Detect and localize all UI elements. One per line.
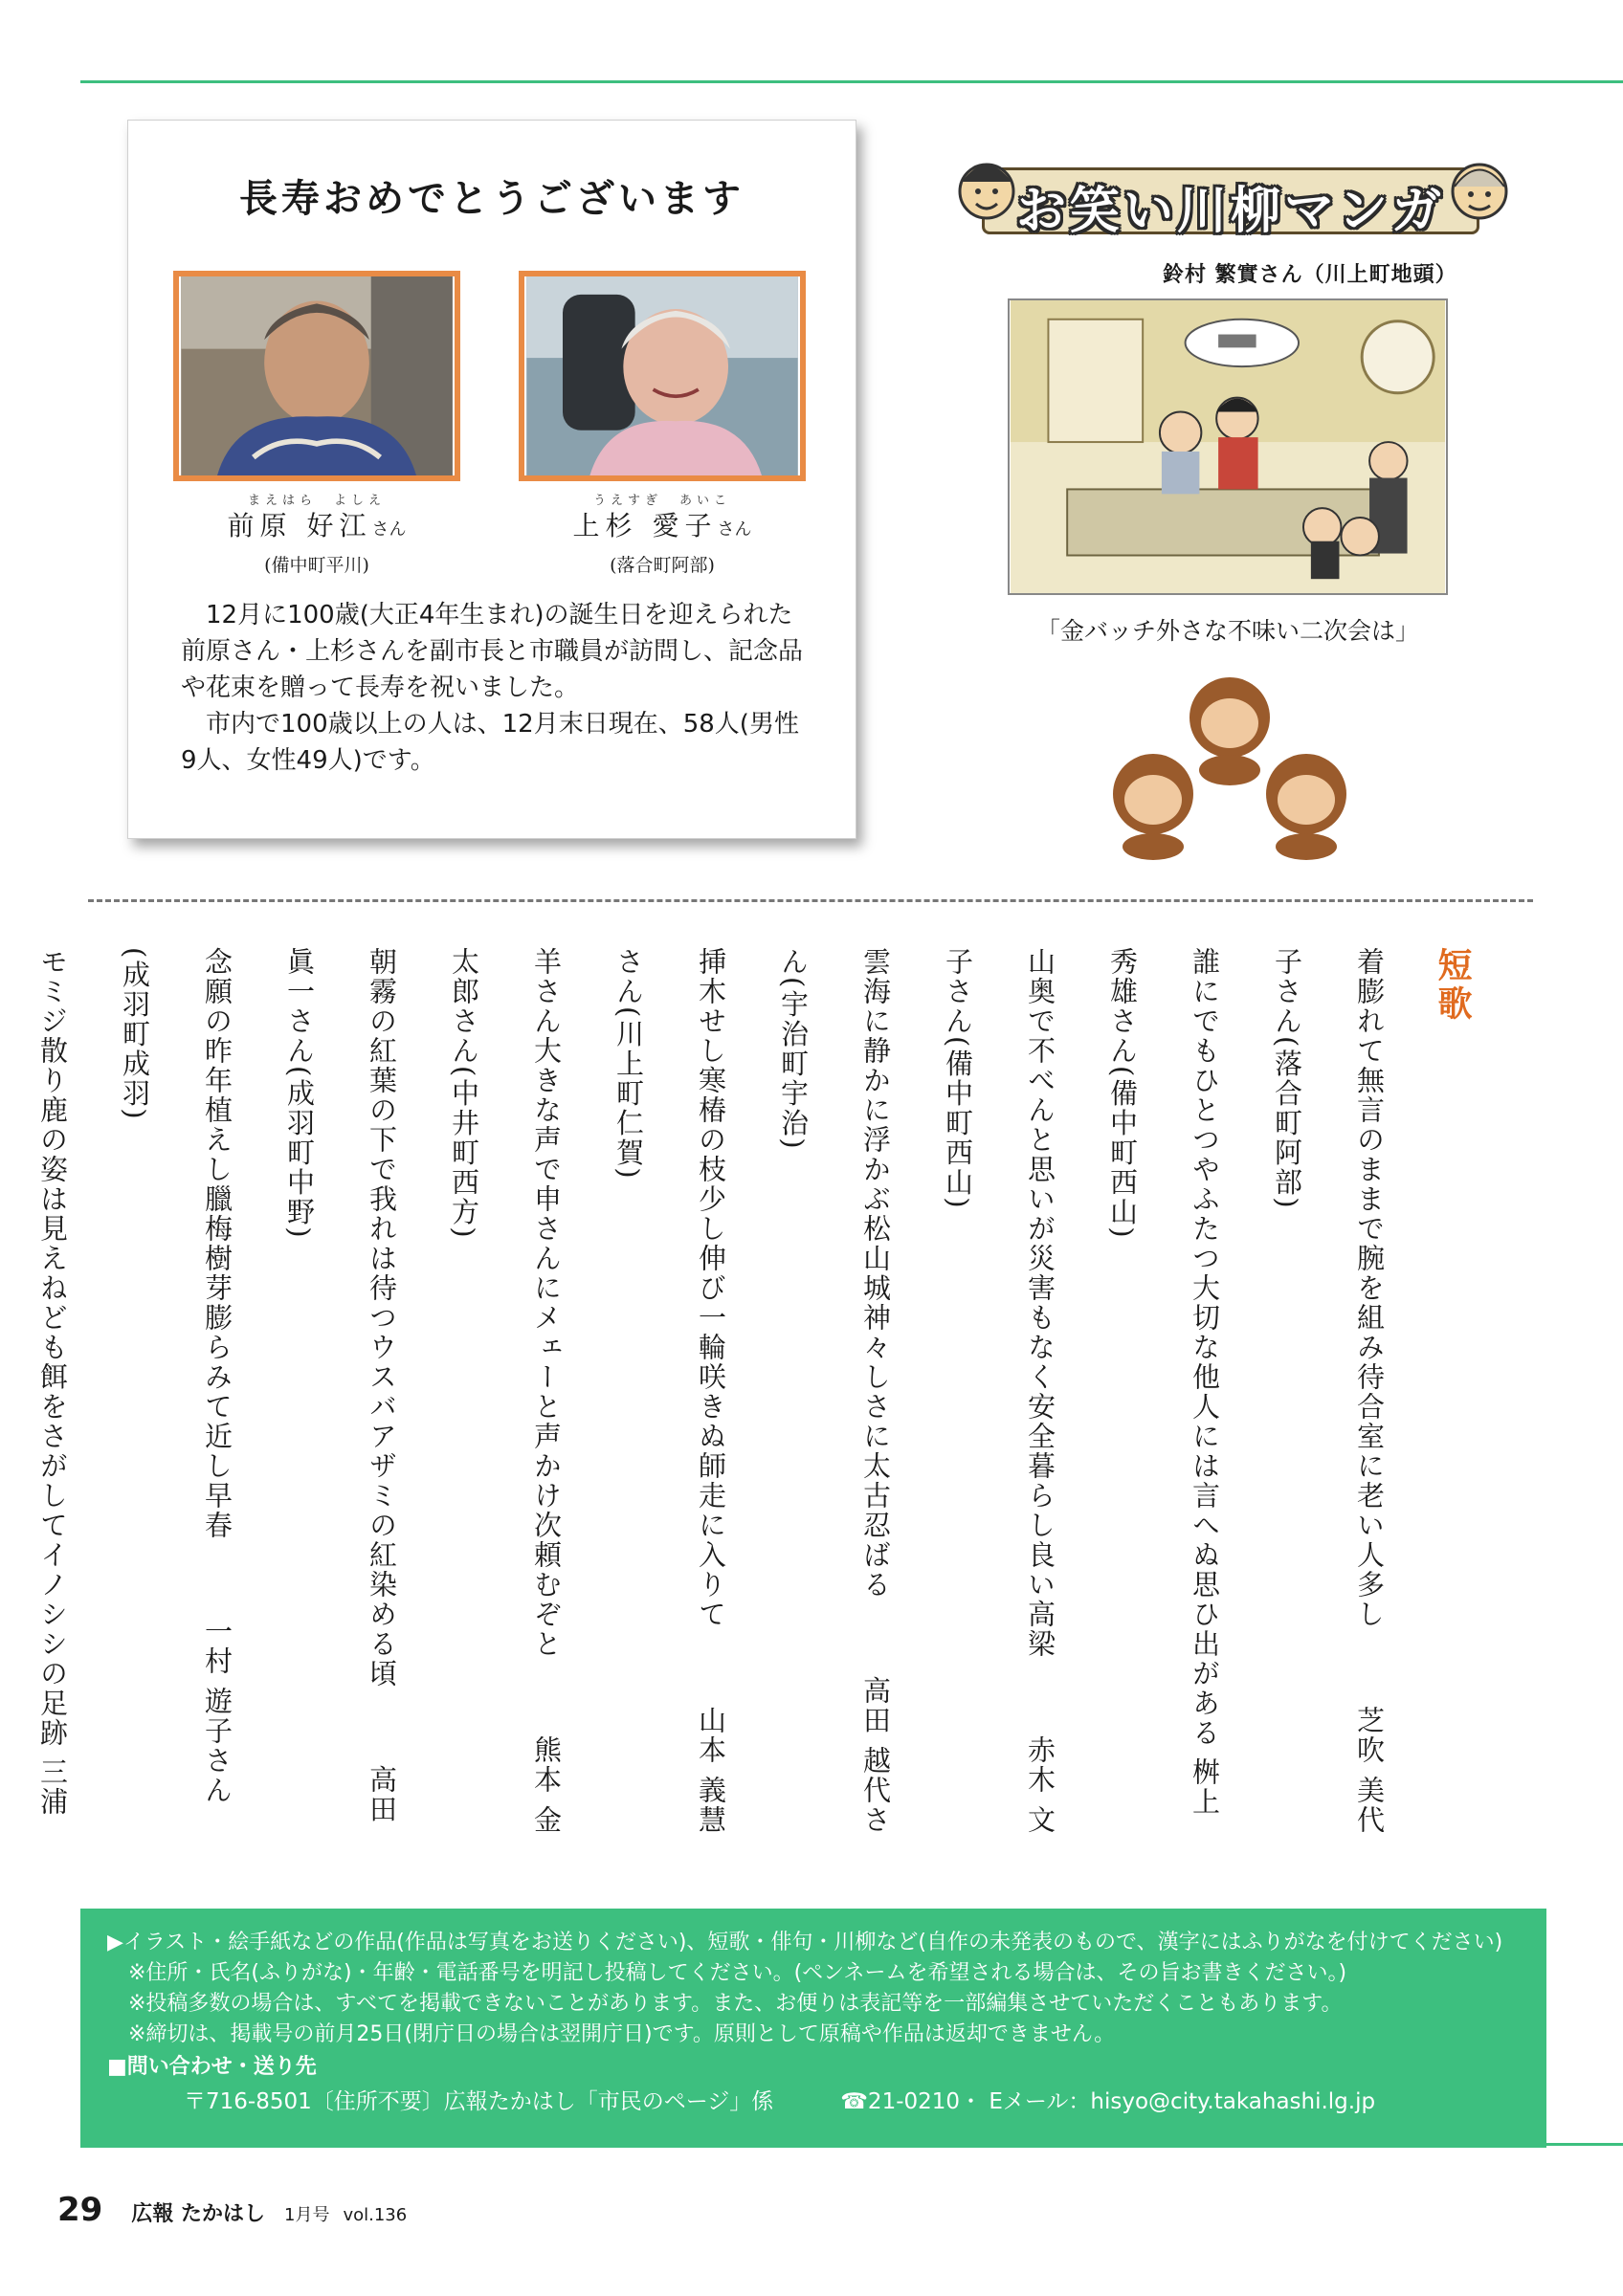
longevity-body [181,597,812,779]
banner-title: お笑い川柳マンガ [1015,183,1445,240]
poem-text: 着膨れて無言のままで腕を組み待合室に老い人多し [1353,947,1386,1629]
photo-uesugi [519,271,806,481]
poem-author: 赤木 文子さん(備中町西山) [942,947,1056,1836]
longevity-title: 長寿おめでとうございます [239,176,745,221]
longevity-paragraph-2: 市内で100歳以上の人は、12月末日現在、58人(男性9人、女性49人)です。 [181,710,799,775]
name-text: 上杉 愛子 [572,510,718,541]
honorific: さん [371,519,407,540]
manga-caption: 「金バッチ外さな不味い二次会は」 [1035,617,1419,645]
poem-text: 念願の昨年植えし臘梅樹芽膨らみて近し早春 [201,947,233,1540]
info-line-3: ※投稿多数の場合は、すべてを掲載できないことがあります。また、お便りは表記等を一部編集させていただくこともあります。 [128,1992,1343,2016]
info-line-2: ※住所・氏名(ふりがな)・年齢・電話番号を明記し投稿してください。(ペンネームを希望される場合は、その旨お書きください。) [128,1961,1347,1985]
poem-text: 羊さん大きな声で申さんにメェーと声かけ次頼むぞと [530,947,563,1659]
three-monkeys-illustration [1096,660,1364,861]
contact-phone-email[interactable]: ☎21-0210・ Eメール：hisyo@city.takahashi.lg.jp [840,2089,1376,2114]
poem-author: 三浦 [36,1757,69,1817]
name-ruby: まえはら よしえ [247,494,386,508]
tanka-poem [1246,947,1411,1846]
monkey-left [1113,754,1193,860]
longevity-paragraph-1: 12月に100歳(大正4年生まれ)の誕生日を迎えられた前原さん・上杉さんを副市長と市職員が訪問し、記念品や花束を贈って長寿を祝いました。 [181,601,804,702]
tanka-poem [752,947,917,1846]
page-number: 29 [57,2191,103,2229]
honorific: さん [717,519,752,540]
tanka-heading: 短歌 [1433,947,1472,1024]
poem-text: モミジ散り鹿の姿は見えねども餌をさがしてイノシシの足跡 [36,947,69,1748]
tanka-poem [917,947,1081,1846]
poem-text: 山奥で不べんと思いが災害もなく安全暮らし良い高梁 [1024,947,1056,1659]
poem-author: 芝吹 美代子さん(落合町阿部) [1271,947,1386,1836]
tanka-poem [588,947,752,1846]
person-name [173,505,460,543]
poem-text: 朝霧の紅葉の下で我れは待つウスバアザミの紅染める頃 [366,947,398,1689]
tanka-poem [94,947,258,1846]
manga-party-scene [1010,300,1446,593]
person-name [519,505,806,543]
name-text: 前原 好江 [227,510,372,541]
poem-author: 高田 眞一さん(成羽町中野) [283,947,398,1824]
poem-author: 熊本 金太郎さん(中井町西方) [448,947,563,1836]
poem-author: 山本 義慧さん(川上町仁賀) [612,947,727,1836]
person-maehara [173,490,460,577]
poem-author: 桝上 秀雄さん(備中町西山) [1106,947,1221,1817]
name-ruby: うえすぎ あいこ [592,494,731,508]
portrait-elderly-woman-2 [524,276,800,475]
tanka-poem [0,947,94,1846]
info-line-1: ▶イラスト・絵手紙などの作品(作品は写真をお送りください)、短歌・俳句・川柳など(自作の未発表のもので、漢字にはふりがなを付けてください) [107,1931,1503,1954]
top-rule [80,80,1623,83]
tanka-poem [1081,947,1246,1846]
section-divider [88,899,1533,902]
bottom-right-rule [1546,2143,1623,2146]
info-line-4: ※締切は、掲載号の前月25日(閉庁日の場合は翌開庁日)です。原則として原稿や作品は返却できません。 [128,2022,1116,2046]
person-area: (落合町阿部) [610,555,715,576]
volume-number: vol.136 [343,2205,408,2225]
monkey-right [1266,754,1346,860]
poem-text: 雲海に静かに浮かぶ松山城神々しさに太古忍ばる [859,947,892,1600]
magazine-name: 広報 たかはし [131,2202,265,2226]
tanka-poem [423,947,588,1846]
poems-section [36,947,1493,1846]
monkey-middle [1189,677,1270,785]
person-uesugi [519,490,806,577]
photo-maehara [173,271,460,481]
manga-author: 鈴村 繁實さん（川上町地頭） [1163,263,1457,287]
tanka-poem [258,947,423,1846]
issue-month: 1月号 [284,2205,330,2225]
contact-heading: ■問い合わせ・送り先 [107,2055,317,2079]
longevity-card [127,120,856,839]
elder-face-icon [1446,148,1513,230]
poem-text: 挿木せし寒椿の枝少し伸び一輪咲きぬ師走に入りて [695,947,727,1629]
poem-text: 誰にでもひとつやふたつ大切な他人には言へぬ思ひ出がある [1189,947,1221,1748]
poem-author: 一村 遊子さん(成羽町成羽) [119,947,233,1806]
contact-address: 〒716-8501〔住所不要〕広報たかはし「市民のページ」係 [184,2089,774,2114]
portrait-elderly-woman-1 [179,276,455,475]
manga-illustration [1008,298,1448,595]
submission-info-box [80,1909,1546,2148]
senryu-manga-banner [953,144,1516,249]
poem-author: 高田 越代さん(宇治町宇治) [777,947,892,1836]
contact-details [107,2086,1520,2117]
person-area: (備中町平川) [264,555,369,576]
page-footer [57,2191,407,2229]
